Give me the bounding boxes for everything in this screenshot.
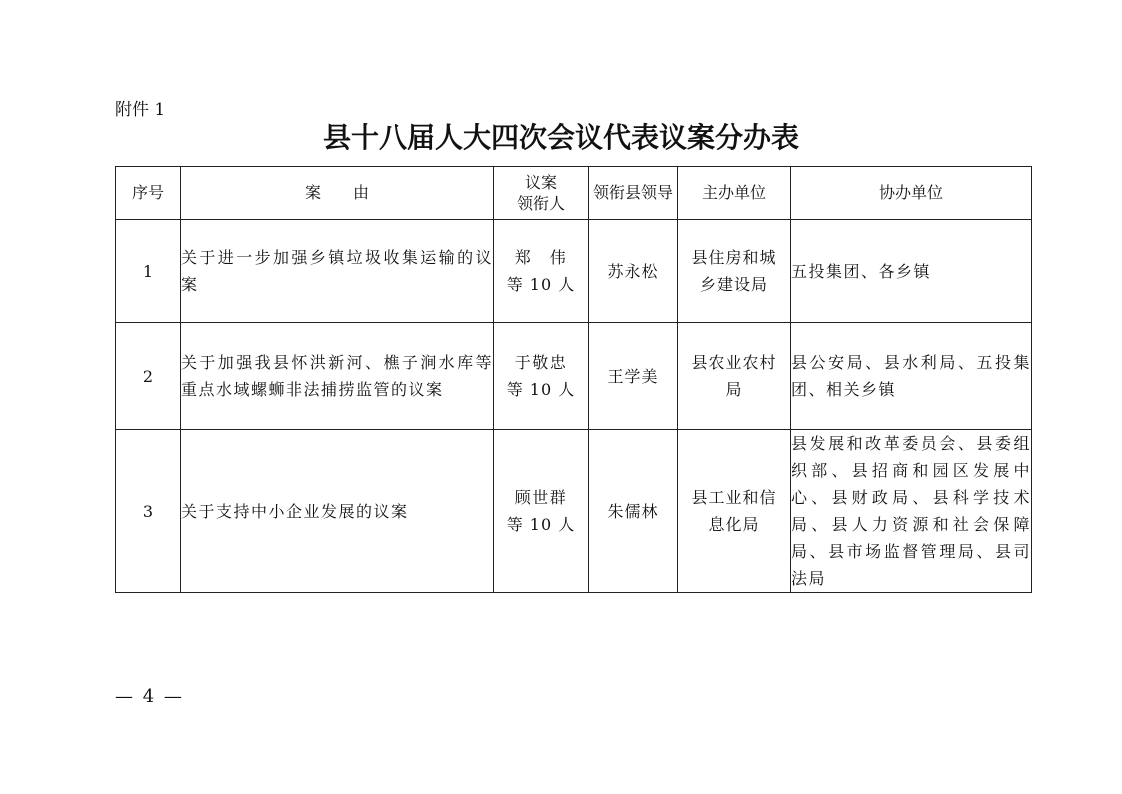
cell-no: 1 bbox=[116, 220, 181, 323]
header-lead bbox=[494, 167, 589, 220]
cell-assist-unit: 县公安局、县水利局、五投集团、相关乡镇 bbox=[791, 323, 1032, 430]
lead-name: 于敬忠 bbox=[514, 353, 568, 372]
cell-leader: 王学美 bbox=[589, 323, 678, 430]
document-title: 县十八届人大四次会议代表议案分办表 bbox=[322, 121, 799, 154]
cell-reason: 关于进一步加强乡镇垃圾收集运输的议案 bbox=[181, 220, 494, 323]
lead-count: 等 10 人 bbox=[506, 275, 576, 294]
header-main-unit: 主办单位 bbox=[678, 167, 791, 220]
cell-lead bbox=[494, 323, 589, 430]
main-unit-text: 县住房和城乡建设局 bbox=[691, 248, 777, 294]
cell-no: 3 bbox=[116, 430, 181, 593]
cell-main-unit bbox=[678, 323, 791, 430]
attachment-label: 附件 1 bbox=[115, 100, 166, 120]
cell-no: 2 bbox=[116, 323, 181, 430]
cell-lead bbox=[494, 430, 589, 593]
cell-assist-unit: 县发展和改革委员会、县委组织部、县招商和园区发展中心、县财政局、县科学技术局、县人力资源和社会保障局、县市场监督管理局、县司法局 bbox=[791, 430, 1032, 593]
cell-main-unit bbox=[678, 220, 791, 323]
cell-leader: 苏永松 bbox=[589, 220, 678, 323]
lead-name: 顾世群 bbox=[514, 488, 568, 507]
lead-count: 等 10 人 bbox=[506, 515, 576, 534]
cell-assist-unit: 五投集团、各乡镇 bbox=[791, 220, 1032, 323]
header-lead-line2: 领衔人 bbox=[516, 193, 565, 213]
header-lead-line1: 议案 bbox=[524, 172, 557, 192]
table-row bbox=[116, 323, 1032, 430]
header-no: 序号 bbox=[116, 167, 181, 220]
main-unit-text: 县农业农村局 bbox=[691, 353, 777, 399]
main-unit-text: 县工业和信息化局 bbox=[691, 488, 777, 534]
table-header-row bbox=[116, 167, 1032, 220]
cell-leader: 朱儒林 bbox=[589, 430, 678, 593]
cell-lead bbox=[494, 220, 589, 323]
proposal-table bbox=[115, 166, 1032, 593]
cell-reason: 关于支持中小企业发展的议案 bbox=[181, 430, 494, 593]
lead-name: 郑 伟 bbox=[514, 248, 568, 267]
cell-reason: 关于加强我县怀洪新河、樵子涧水库等重点水域螺蛳非法捕捞监管的议案 bbox=[181, 323, 494, 430]
header-reason: 案 由 bbox=[181, 167, 494, 220]
table-row bbox=[116, 220, 1032, 323]
cell-main-unit bbox=[678, 430, 791, 593]
lead-count: 等 10 人 bbox=[506, 380, 576, 399]
page-number: — 4 — bbox=[115, 686, 184, 707]
table-row bbox=[116, 430, 1032, 593]
header-assist-unit: 协办单位 bbox=[791, 167, 1032, 220]
header-leader: 领衔县领导 bbox=[589, 167, 678, 220]
